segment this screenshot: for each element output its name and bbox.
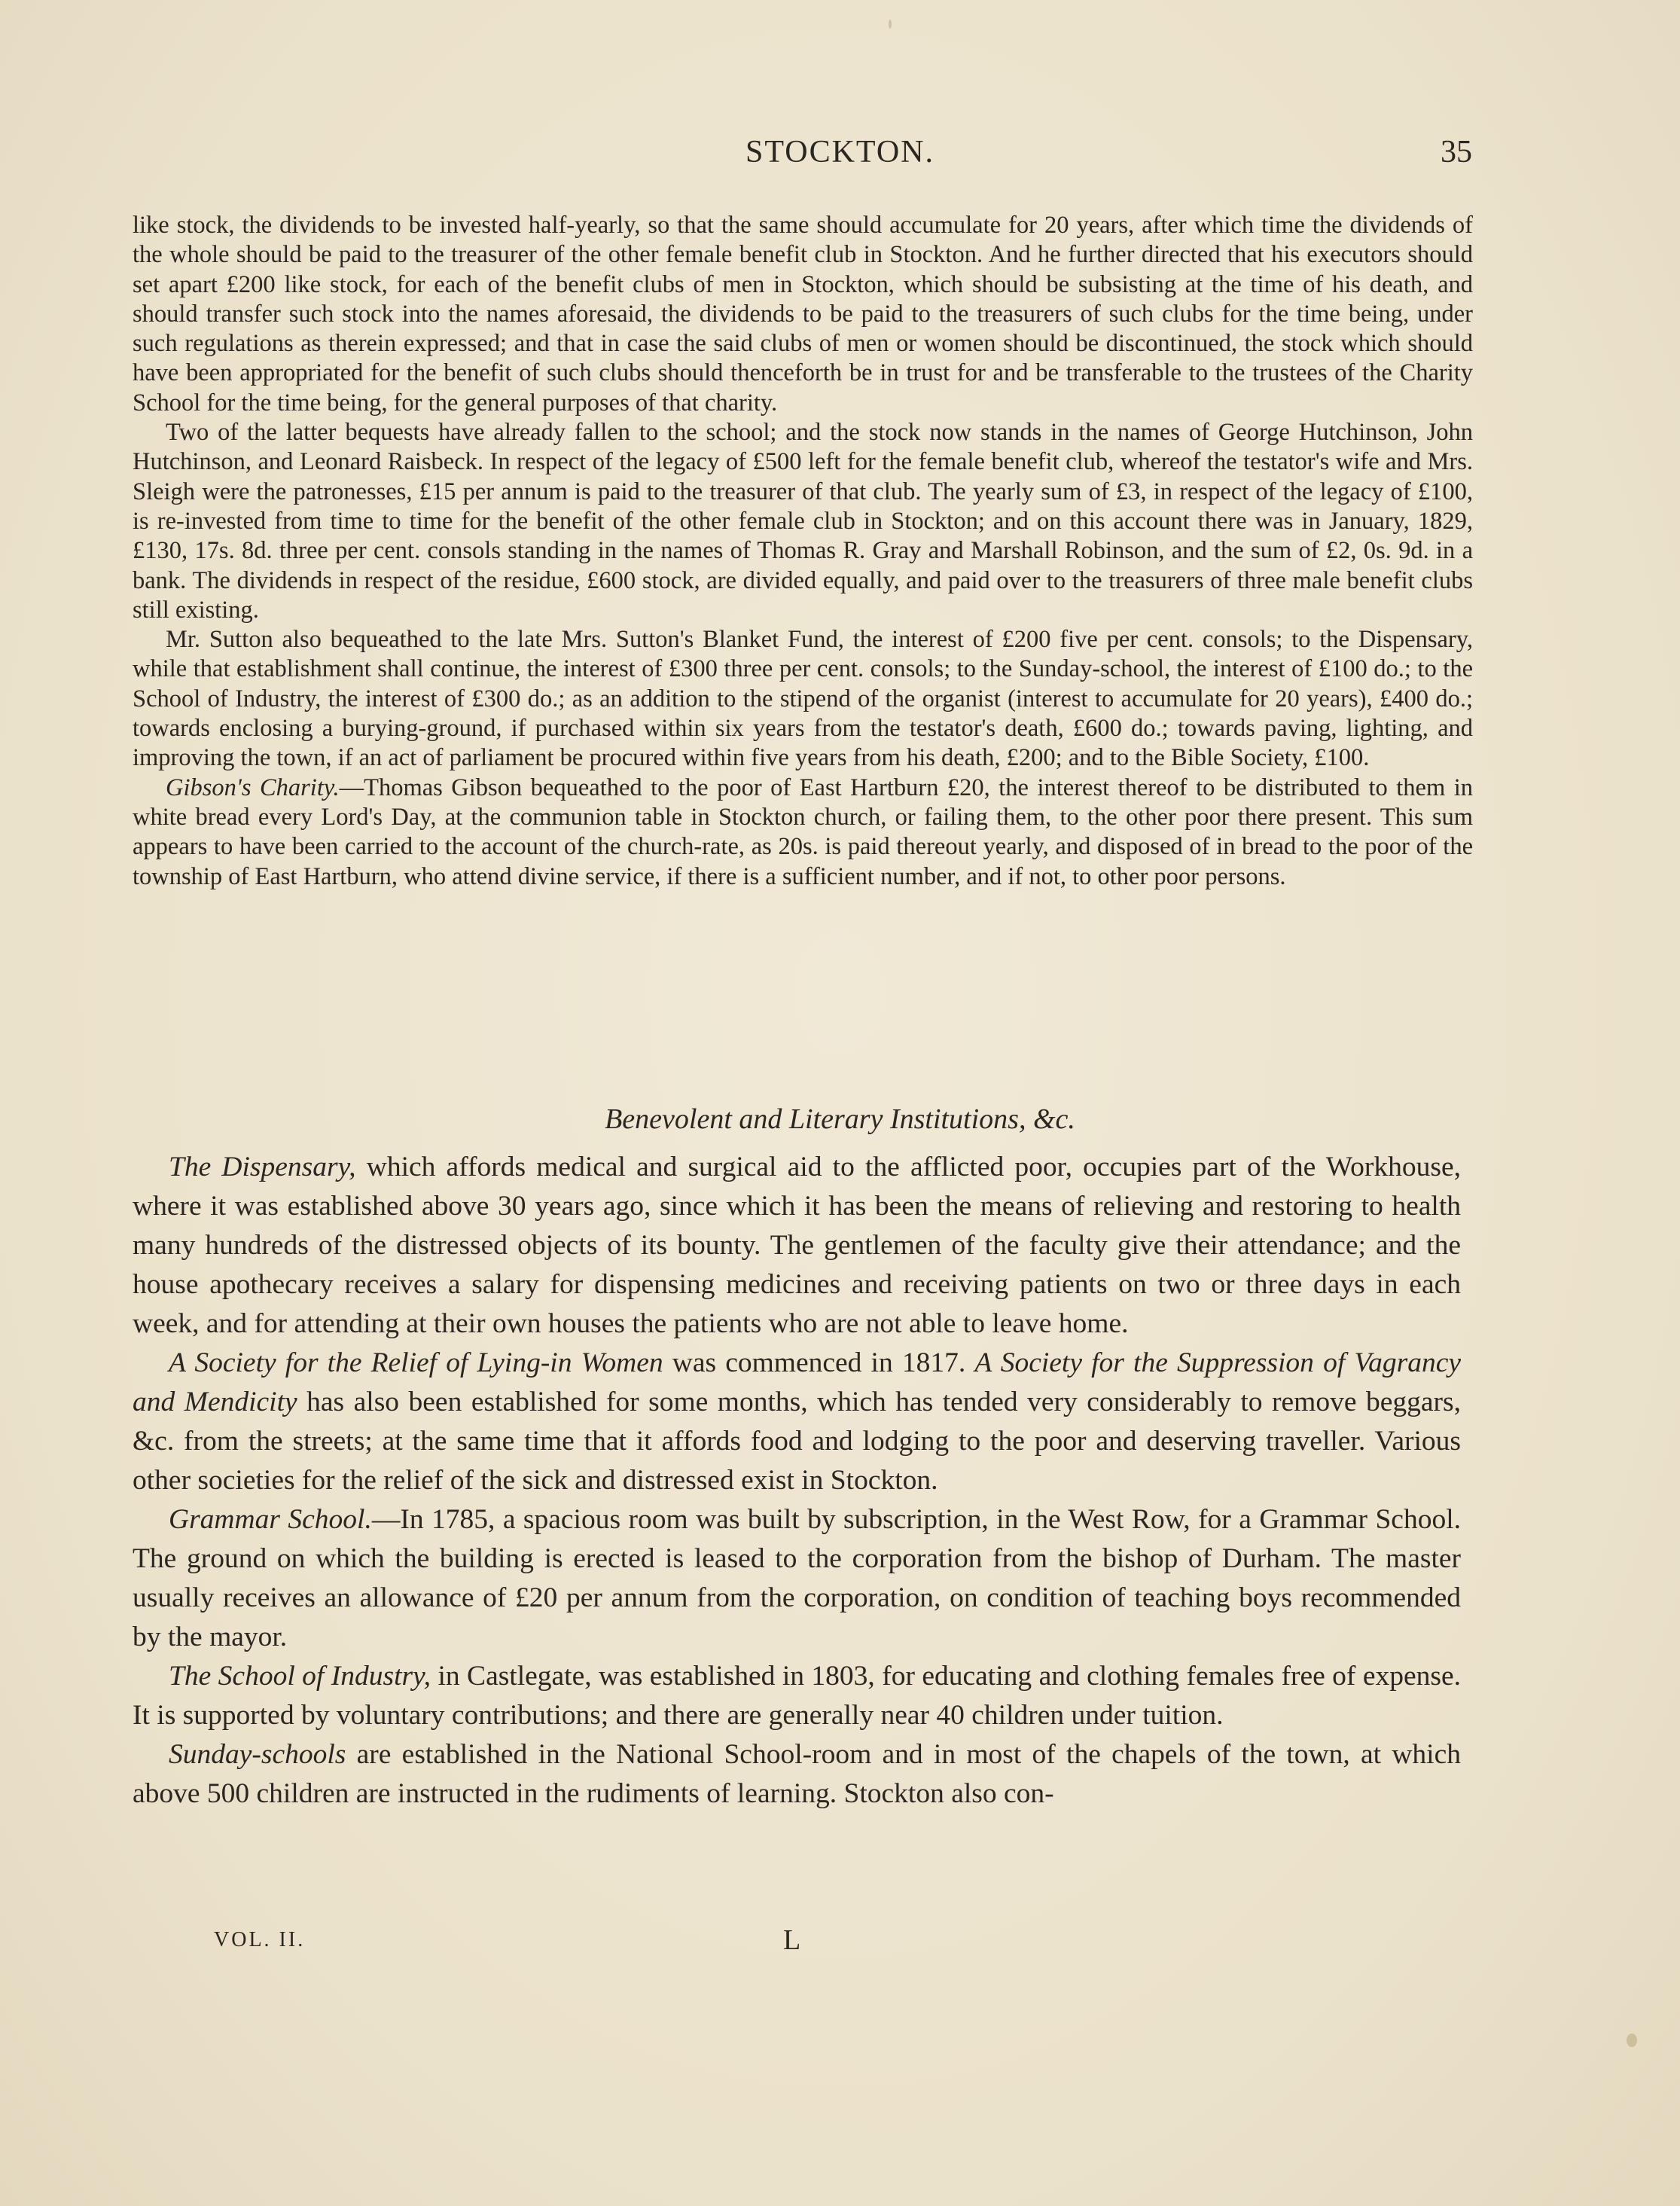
school-of-industry-title: The School of Industry, xyxy=(169,1661,431,1692)
section-heading: Benevolent and Literary Institutions, &c. xyxy=(605,1103,1075,1135)
vagrancy-society-title: A Society for the Suppression of Vagrancy and Mendicity xyxy=(133,1347,1462,1417)
paragraph-bequests-fallen: Two of the latter bequests have already fallen to the school; and the stock now stands in the names of George Hutchinson, John Hutchinson, and Leonard Raisbeck. In respect of the legacy of £500 left for the female benefit club, whereof the testator's wife and Mrs. Sleigh were the patronesses, £15 per annum is paid to the treasurer of that club. The yearly sum of £3, in respect of the legacy of £100, is re-invested from time to time for the benefit of the other female club in Stockton; and on this account there was in January, 1829, £130, 17s. 8d. three per cent. consols standing in the names of Thomas R. Gray and Marshall Robinson, and the sum of £2, 0s. 9d. in a bank. The dividends in respect of the residue, £600 stock, are divided equally, and paid over to the treasurers of three male benefit clubs still existing. xyxy=(133,419,1473,624)
paragraph-societies xyxy=(133,1344,1461,1500)
large-print-body xyxy=(133,1148,1461,1814)
paragraph-grammar-school xyxy=(133,1500,1461,1657)
paragraph-sutton-bequests: Mr. Sutton also bequeathed to the late Mrs. Sutton's Blanket Fund, the interest of £200 five per cent. consols; to the Dispensary, while that establishment shall continue, the interest of £300 three per cent. consols; to the Sunday-school, the interest of £100 do.; to the School of Industry, the interest of £300 do.; as an addition to the stipend of the organist (interest to accumulate for 20 years), £400 do.; towards enclosing a burying-ground, if purchased within six years from the testator's death, £600 do.; towards paving, lighting, and improving the town, if an act of parliament be procured within five years from his death, £200; and to the Bible Society, £100. xyxy=(133,626,1473,772)
page-footer xyxy=(0,1924,1680,1966)
paragraph-school-of-industry xyxy=(133,1657,1461,1735)
vagrancy-society-text: has also been established for some months, which has tended very considerably to remove beggars, &c. from the streets; at the same time that it affords food and lodging to the poor and deserving traveller. Various other societies for the relief of the sick and distressed exist in Stockton. xyxy=(133,1387,1461,1496)
page-number: 35 xyxy=(1441,135,1472,169)
lying-in-society-text: was commenced in 1817. xyxy=(663,1347,975,1378)
lying-in-society-title: A Society for the Relief of Lying-in Women xyxy=(169,1347,663,1378)
sunday-schools-text: are established in the National School-room and in most of the chapels of the town, at which above 500 children are instructed in the rudiments of learning. Stockton also con- xyxy=(133,1739,1461,1809)
paragraph-gibson-charity xyxy=(133,773,1473,892)
dispensary-title: The Dispensary, xyxy=(169,1152,356,1182)
signature-mark: L xyxy=(783,1924,801,1956)
school-of-industry-text: in Castlegate, was established in 1803, for educating and clothing females free of expense. It is supported by voluntary contributions; and there are generally near 40 children under tuition. xyxy=(133,1661,1461,1731)
sunday-schools-title: Sunday-schools xyxy=(169,1739,346,1770)
small-print-body xyxy=(133,211,1473,892)
page-header xyxy=(0,134,1680,179)
gibson-charity-text: —Thomas Gibson bequeathed to the poor of East Hartburn £20, the interest thereof to be distributed to them in white bread every Lord's Day, at the communion table in Stockton church, or failing them, to the other poor there present. This sum appears to have been carried to the account of the church-rate, as 20s. is paid thereout yearly, and disposed of in bread to the poor of the township of East Hartburn, who attend divine service, if there is a sufficient number, and if not, to other poor persons. xyxy=(133,773,1474,890)
gibson-charity-title: Gibson's Charity. xyxy=(166,773,340,801)
grammar-school-text: —In 1785, a spacious room was built by subscription, in the West Row, for a Grammar School. The ground on which the building is erected is leased to the corporation from the bishop of Durham. The master usually receives an allowance of £20 per annum from the corporation, on condition of teaching boys recommended by the mayor. xyxy=(133,1504,1461,1652)
volume-label: VOL. II. xyxy=(214,1928,306,1951)
paper-speck xyxy=(889,20,892,29)
dispensary-text: which affords medical and surgical aid to the afflicted poor, occupies part of the Workhouse, where it was established above 30 years ago, since which it has been the means of relieving and restoring to health many hundreds of the distressed objects of its bounty. The gentlemen of the faculty give their attendance; and the house apothecary receives a salary for dispensing medicines and receiving patients on two or three days in each week, and for attending at their own houses the patients who are not able to leave home. xyxy=(133,1152,1461,1339)
paragraph-bequest-continued: like stock, the dividends to be invested half-yearly, so that the same should accumulate for 20 years, after which time the dividends of the whole should be paid to the treasurer of the other female benefit club in Stockton. And he further directed that his executors should set apart £200 like stock, for each of the benefit clubs of men in Stockton, which should be subsisting at the time of his death, and should transfer such stock into the names aforesaid, the dividends to be paid to the treasurers of such clubs for the time being, under such regulations as therein expressed; and that in case the said clubs of men or women should be discontinued, the stock which should have been appropriated for the benefit of such clubs should thenceforth be in trust for and be transferable to the trustees of the Charity School for the time being, for the general purposes of that charity. xyxy=(133,212,1473,416)
paragraph-dispensary xyxy=(133,1148,1461,1344)
paper-speck xyxy=(1627,2034,1637,2047)
paragraph-sunday-schools xyxy=(133,1735,1461,1814)
grammar-school-title: Grammar School. xyxy=(169,1504,372,1535)
running-title: STOCKTON. xyxy=(745,135,935,169)
